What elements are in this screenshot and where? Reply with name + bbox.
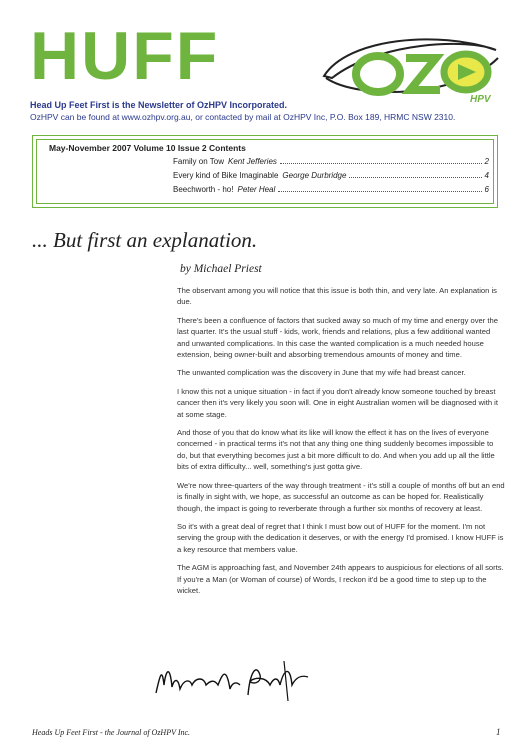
article-byline: by Michael Priest <box>180 263 262 275</box>
footer-journal-name: Heads Up Feet First - the Journal of OzHPV Inc. <box>32 728 191 737</box>
contents-item[interactable] <box>173 154 489 166</box>
contents-item-page: 6 <box>484 185 489 194</box>
article-paragraph: The observant among you will notice that this issue is both thin, and very late. An explanation is due. <box>177 286 497 307</box>
contents-item[interactable] <box>173 182 489 194</box>
contact-info: OzHPV can be found at www.ozhpv.org.au, or contacted by mail at OzHPV Inc, P.O. Box 189, HRMC NSW 2310. <box>30 112 456 122</box>
article-heading: ... But first an explanation. <box>32 228 258 252</box>
contents-item-author: Peter Heal <box>237 185 276 194</box>
contents-title: May-November 2007 Volume 10 Issue 2 Contents <box>49 143 246 153</box>
footer-page-number: 1 <box>496 727 501 737</box>
contents-item-page: 4 <box>484 171 489 180</box>
leader-dots <box>278 191 481 192</box>
contents-item-title: Every kind of Bike Imaginable <box>173 171 279 180</box>
logo-sub-text: HPV <box>470 94 491 105</box>
author-signature <box>152 655 312 703</box>
article-paragraph: I know this not a unique situation - in fact if you don't already know someone touched by breast cancer then it's very likely you soon will. One in eight Australian women will be diagnosed with it at some stage. <box>177 386 498 419</box>
ozhpv-logo <box>318 28 504 106</box>
article-paragraph: The AGM is approaching fast, and November 24th appears to auspicious for elections of all sorts. If you're a Man (or Woman of course) of Words, I reckon it'd be a good time to step up to the wicket. <box>177 563 504 595</box>
article-paragraph: The unwanted complication was the discovery in June that my wife had breast cancer. <box>177 368 466 378</box>
contents-item-title: Family on Tow <box>173 157 224 166</box>
article-paragraph: And those of you that do know what its like will know the effect it has on the lives of everyone concerned - in practical terms it's not that any thing one thing suddenly becomes impossible to do, but that everything becomes just a bit more difficult to do. And when you add up all the little bits of extra difficulty... well, something's just gotta give. <box>177 428 495 472</box>
contents-item-title: Beechworth - ho! <box>173 185 234 194</box>
contents-item-author: Kent Jefferies <box>227 157 277 166</box>
article-paragraph: So it's with a great deal of regret that I think I must bow out of HUFF for the moment. I'm not serving the group with the dedication it deserves, or with the energy I'd promised. I know HUFF is a key resource that members value. <box>177 521 504 554</box>
newsletter-tagline: Head Up Feet First is the Newsletter of OzHPV Incorporated. <box>30 100 288 110</box>
contents-item-page: 2 <box>484 157 489 166</box>
article-body <box>177 285 505 603</box>
article-paragraph: There's been a confluence of factors that sucked away so much of my time and energy over the last quarter. It's the usual stuff - kids, work, friends and relations, plus a few additional wanted and unwanted complications. In this case the wanted complication is a much needed house extension, being owner-built and absorbing tremendous amounts of money and time. <box>177 315 498 360</box>
contents-box <box>32 135 498 208</box>
leader-dots <box>349 177 481 178</box>
contents-item[interactable] <box>173 168 489 180</box>
article-paragraph: We're now three-quarters of the way through treatment - it's still a couple of months off but an end is finally in sight with, we hope, as successful an outcome as can be hoped for. Realistically though, the impact is going to reverberate through a further six months of recovery at least. <box>177 480 505 513</box>
masthead-title: HUFF <box>30 18 220 94</box>
contents-item-author: George Durbridge <box>282 171 347 180</box>
leader-dots <box>280 163 482 164</box>
